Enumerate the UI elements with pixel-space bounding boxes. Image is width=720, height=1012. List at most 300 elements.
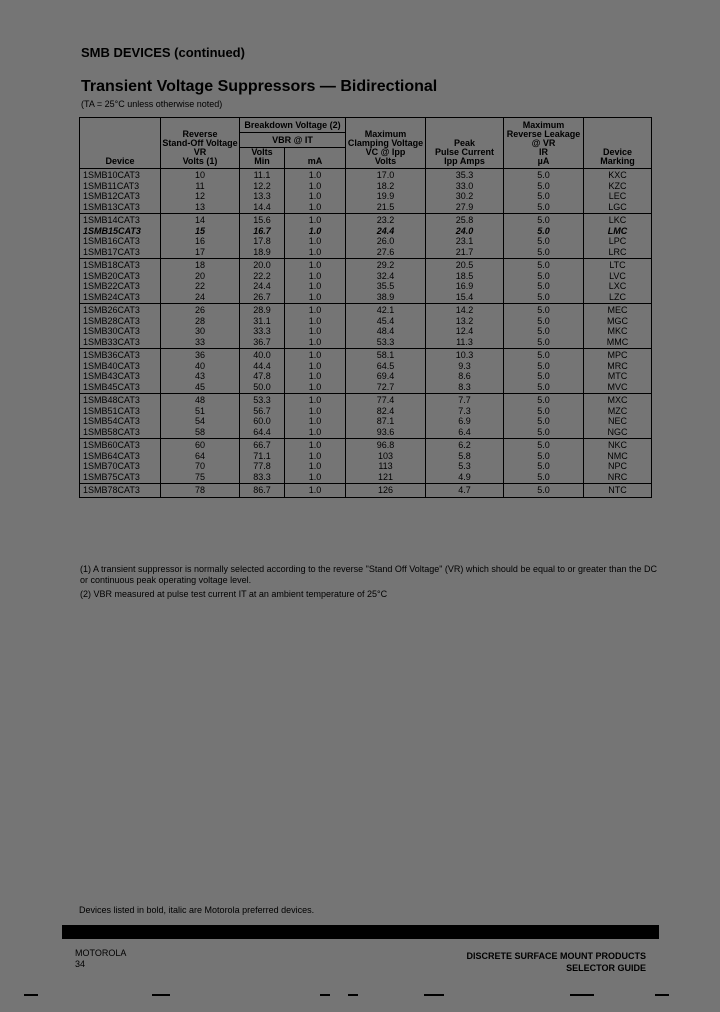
table-value: 20 — [194, 270, 205, 281]
table-value: 64.5 — [376, 360, 395, 371]
device-cell — [80, 484, 161, 498]
table-value: 5.0 — [537, 426, 550, 437]
table-value: 1SMB14CAT3 — [83, 215, 140, 225]
table-value: 1SMB33CAT3 — [83, 336, 140, 347]
leakage-cell — [504, 304, 584, 349]
table-value: 72.7 — [376, 381, 395, 392]
clamping-voltage-cell — [346, 259, 426, 304]
table-value: 27.6 — [376, 246, 395, 257]
table-value: 1SMB40CAT3 — [83, 360, 140, 371]
table-value: MTC — [607, 371, 628, 381]
scan-edge-mark — [24, 994, 38, 996]
table-value: 1SMB15CAT3 — [83, 225, 141, 236]
table-value: MZC — [607, 405, 628, 416]
table-value: 35.3 — [455, 170, 474, 180]
table-value: MXC — [607, 395, 628, 405]
table-value: MRC — [607, 360, 628, 371]
table-value: 87.1 — [376, 416, 395, 426]
table-value: 13.2 — [455, 315, 474, 326]
table-value: 53.3 — [376, 336, 395, 347]
table-value: 1.0 — [308, 350, 322, 360]
table-value: 96.8 — [376, 440, 395, 450]
table-value: 21.7 — [455, 246, 474, 257]
table-value: 56.7 — [253, 405, 271, 416]
table-value: 1SMB12CAT3 — [83, 191, 140, 201]
table-value: 103 — [378, 450, 394, 461]
table-value: 24.4 — [253, 281, 271, 291]
page-number: 34 — [75, 959, 86, 969]
table-value: MVC — [607, 381, 628, 392]
table-value: 1.0 — [308, 485, 322, 495]
table-value: 1SMB54CAT3 — [83, 416, 140, 426]
table-value: 1.0 — [308, 180, 322, 191]
table-value: 12.2 — [253, 180, 271, 191]
table-value: 18.5 — [455, 270, 474, 281]
table-value: 14.4 — [253, 201, 271, 212]
table-value: 1SMB22CAT3 — [83, 281, 140, 291]
it-ma-header: mA — [285, 148, 346, 169]
table-value: 1SMB20CAT3 — [83, 270, 140, 281]
table-value: 8.6 — [458, 371, 471, 381]
table-value: 5.8 — [458, 450, 471, 461]
table-value: LVC — [609, 270, 626, 281]
table-value: 1SMB75CAT3 — [83, 471, 140, 482]
table-row-group — [80, 214, 652, 259]
breakdown-min-cell — [240, 484, 285, 498]
table-value: LGC — [608, 201, 627, 212]
table-value: 1.0 — [308, 461, 322, 471]
clamping-voltage-cell — [346, 439, 426, 484]
table-value: 33.0 — [455, 180, 474, 191]
table-value: 16.7 — [253, 225, 271, 236]
table-value: 1SMB78CAT3 — [83, 485, 140, 495]
device-cell — [80, 304, 161, 349]
marking-cell — [584, 349, 652, 394]
table-value: 4.9 — [458, 471, 471, 482]
clamping-voltage-header: Maximum Clamping Voltage VC @ Ipp Volts — [346, 118, 426, 169]
table-value: 5.0 — [537, 326, 550, 336]
table-value: 30 — [194, 326, 205, 336]
table-value: 14 — [194, 215, 205, 225]
table-value: 36 — [194, 350, 205, 360]
table-value: 1.0 — [308, 201, 322, 212]
table-row-group — [80, 304, 652, 349]
table-value: 1.0 — [308, 270, 322, 281]
table-value: 1.0 — [308, 291, 322, 302]
leakage-cell — [504, 214, 584, 259]
peak-current-cell — [426, 394, 504, 439]
footnote-2: (2) VBR measured at pulse test current IT at an ambient temperature of 25°C — [80, 589, 388, 599]
table-value: 24 — [194, 291, 205, 302]
table-value: 5.0 — [537, 225, 550, 236]
table-value: 1.0 — [308, 450, 322, 461]
table-value: 1.0 — [308, 440, 322, 450]
table-value: 1SMB13CAT3 — [83, 201, 140, 212]
table-value: 28 — [194, 315, 205, 326]
table-value: MMC — [606, 336, 629, 347]
scan-edge-mark — [424, 994, 444, 996]
table-value: 1SMB70CAT3 — [83, 461, 140, 471]
vbr-min-header: Volts Min — [240, 148, 285, 169]
table-value: 1.0 — [308, 281, 322, 291]
table-value: LKC — [608, 215, 627, 225]
device-marking-header: Device Marking — [584, 118, 652, 169]
table-value: 6.2 — [458, 440, 471, 450]
table-value: LZC — [609, 291, 627, 302]
scan-edge-mark — [320, 994, 330, 996]
table-value: 45.4 — [376, 315, 395, 326]
table-value: 26.0 — [376, 236, 395, 246]
test-current-cell — [285, 439, 346, 484]
table-value: 5.0 — [537, 485, 550, 495]
table-value: 60.0 — [253, 416, 271, 426]
test-current-cell — [285, 349, 346, 394]
table-value: 1.0 — [308, 246, 322, 257]
scan-edge-mark — [348, 994, 358, 996]
table-value: 77.8 — [253, 461, 271, 471]
table-value: 5.0 — [537, 215, 550, 225]
breakdown-voltage-header: Breakdown Voltage (2) — [240, 118, 346, 133]
table-value: 1SMB16CAT3 — [83, 236, 140, 246]
table-value: 82.4 — [376, 405, 395, 416]
table-row-group — [80, 169, 652, 214]
table-value: 1.0 — [308, 426, 322, 437]
device-column-header: Device — [80, 118, 161, 169]
table-value: 21.5 — [376, 201, 395, 212]
table-value: 48 — [194, 395, 205, 405]
table-value: 1.0 — [308, 326, 322, 336]
breakdown-min-cell — [240, 259, 285, 304]
table-value: 1SMB11CAT3 — [83, 180, 140, 191]
table-value: MKC — [607, 326, 628, 336]
table-value: 1.0 — [308, 305, 322, 315]
table-value: 77.4 — [376, 395, 395, 405]
marking-cell — [584, 439, 652, 484]
device-cell — [80, 214, 161, 259]
table-value: 1SMB24CAT3 — [83, 291, 140, 302]
table-value: 1SMB18CAT3 — [83, 260, 140, 270]
table-value: 7.3 — [458, 405, 471, 416]
leakage-cell — [504, 259, 584, 304]
table-value: 18 — [194, 260, 205, 270]
table-value: 93.6 — [376, 426, 395, 437]
table-value: 5.0 — [537, 170, 550, 180]
standoff-voltage-cell — [161, 304, 240, 349]
table-value: 48.4 — [376, 326, 395, 336]
peak-current-cell — [426, 439, 504, 484]
table-value: 1.0 — [308, 416, 322, 426]
table-value: 5.0 — [537, 440, 550, 450]
table-value: 25.8 — [455, 215, 474, 225]
marking-cell — [584, 394, 652, 439]
table-value: 5.0 — [537, 405, 550, 416]
table-value: KXC — [608, 170, 627, 180]
test-current-cell — [285, 304, 346, 349]
peak-current-cell — [426, 214, 504, 259]
table-value: 29.2 — [376, 260, 395, 270]
breakdown-min-cell — [240, 304, 285, 349]
leakage-cell — [504, 169, 584, 214]
table-value: 1.0 — [308, 260, 322, 270]
vbr-at-it-header: VBR @ IT — [240, 133, 346, 148]
table-value: 75 — [194, 471, 205, 482]
table-value: 58.1 — [376, 350, 395, 360]
table-value: 24.0 — [455, 225, 474, 236]
table-value: 44.4 — [253, 360, 271, 371]
table-value: 4.7 — [458, 485, 471, 495]
table-value: 5.0 — [537, 246, 550, 257]
table-value: 26.7 — [253, 291, 271, 302]
peak-current-cell — [426, 349, 504, 394]
test-current-cell — [285, 394, 346, 439]
table-value: 42.1 — [376, 305, 395, 315]
table-value: 23.1 — [455, 236, 474, 246]
table-value: 6.9 — [458, 416, 471, 426]
table-value: 1SMB36CAT3 — [83, 350, 140, 360]
table-value: 6.4 — [458, 426, 471, 437]
table-value: LTC — [609, 260, 626, 270]
table-value: 35.5 — [376, 281, 395, 291]
table-value: 17.8 — [253, 236, 271, 246]
table-value: 5.0 — [537, 305, 550, 315]
table-value: 15.4 — [455, 291, 474, 302]
table-value: 15.6 — [253, 215, 271, 225]
table-value: 1.0 — [308, 336, 322, 347]
leakage-cell — [504, 484, 584, 498]
table-value: LMC — [607, 225, 628, 236]
table-value: 5.0 — [537, 291, 550, 302]
table-value: 1.0 — [308, 471, 322, 482]
table-value: 1.0 — [308, 236, 322, 246]
table-row-group — [80, 484, 652, 498]
table-value: 5.0 — [537, 371, 550, 381]
clamping-voltage-cell — [346, 169, 426, 214]
table-value: 17.0 — [376, 170, 395, 180]
marking-cell — [584, 214, 652, 259]
table-value: 1SMB64CAT3 — [83, 450, 140, 461]
table-value: 66.7 — [253, 440, 271, 450]
peak-current-cell — [426, 484, 504, 498]
standoff-voltage-cell — [161, 169, 240, 214]
scan-edge-mark — [655, 994, 669, 996]
table-value: 5.3 — [458, 461, 471, 471]
table-row-group — [80, 439, 652, 484]
table-value: 14.2 — [455, 305, 474, 315]
test-current-cell — [285, 169, 346, 214]
table-value: 1SMB51CAT3 — [83, 405, 140, 416]
test-current-cell — [285, 214, 346, 259]
table-value: 12.4 — [455, 326, 474, 336]
footnote-1: (1) A transient suppressor is normally selected according to the reverse "Stand Off Voltage" (VR) which should be equal to or greater than the DC or continuous peak operating voltage level. — [80, 564, 658, 585]
table-value: NMC — [607, 450, 628, 461]
peak-current-cell — [426, 304, 504, 349]
table-value: 40 — [194, 360, 205, 371]
table-value: 24.4 — [376, 225, 395, 236]
table-value: 47.8 — [253, 371, 271, 381]
standoff-voltage-cell — [161, 484, 240, 498]
footer-brand: MOTOROLA — [75, 948, 127, 958]
table-value: 11.3 — [456, 336, 473, 347]
table-value: 5.0 — [537, 336, 550, 347]
table-row-group — [80, 349, 652, 394]
table-value: 5.0 — [537, 315, 550, 326]
table-value: 78 — [194, 485, 205, 495]
table-value: 36.7 — [253, 336, 271, 347]
table-value: 18.2 — [376, 180, 395, 191]
table-value: 1SMB45CAT3 — [83, 381, 140, 392]
leakage-cell — [504, 394, 584, 439]
footer-rule — [62, 925, 659, 939]
marking-cell — [584, 259, 652, 304]
table-value: 5.0 — [537, 281, 550, 291]
table-value: 71.1 — [253, 450, 271, 461]
table-value: 7.7 — [458, 395, 471, 405]
table-value: 69.4 — [376, 371, 395, 381]
table-value: 5.0 — [537, 471, 550, 482]
table-value: 30.2 — [455, 191, 474, 201]
table-value: 1SMB48CAT3 — [83, 395, 140, 405]
section-title: SMB DEVICES (continued) — [81, 45, 245, 60]
preferred-devices-note: Devices listed in bold, italic are Motorola preferred devices. — [79, 905, 315, 915]
scan-edge-mark — [570, 994, 594, 996]
table-value: 45 — [194, 381, 205, 392]
table-value: 1SMB28CAT3 — [83, 315, 140, 326]
reverse-leakage-header: Maximum Reverse Leakage @ VR IR µA — [504, 118, 584, 169]
table-value: 5.0 — [537, 395, 550, 405]
table-value: MPC — [607, 350, 628, 360]
table-value: 11.1 — [253, 170, 271, 180]
table-value: 43 — [194, 371, 205, 381]
clamping-voltage-cell — [346, 484, 426, 498]
table-value: 5.0 — [537, 180, 550, 191]
table-value: 51 — [194, 405, 205, 416]
table-value: 5.0 — [537, 416, 550, 426]
table-value: 18.9 — [253, 246, 271, 257]
table-value: 13 — [194, 201, 205, 212]
table-value: 16.9 — [455, 281, 474, 291]
table-value: 27.9 — [455, 201, 474, 212]
table-value: NKC — [608, 440, 628, 450]
breakdown-min-cell — [240, 439, 285, 484]
table-value: 13.3 — [253, 191, 271, 201]
table-row-group — [80, 259, 652, 304]
breakdown-min-cell — [240, 169, 285, 214]
table-value: 28.9 — [253, 305, 271, 315]
table-value: 126 — [378, 485, 394, 495]
breakdown-min-cell — [240, 349, 285, 394]
table-value: 10 — [194, 170, 205, 180]
table-value: 86.7 — [253, 485, 271, 495]
table-value: 1SMB17CAT3 — [83, 246, 140, 257]
table-value: 1.0 — [308, 170, 322, 180]
clamping-voltage-cell — [346, 304, 426, 349]
table-value: 9.3 — [458, 360, 471, 371]
table-value: 5.0 — [537, 461, 550, 471]
table-value: 83.3 — [253, 471, 271, 482]
device-cell — [80, 169, 161, 214]
leakage-cell — [504, 439, 584, 484]
clamping-voltage-cell — [346, 394, 426, 439]
test-current-cell — [285, 484, 346, 498]
table-value: LRC — [608, 246, 627, 257]
table-value: 33 — [194, 336, 205, 347]
standoff-voltage-cell — [161, 394, 240, 439]
table-value: 17 — [194, 246, 205, 257]
breakdown-min-cell — [240, 214, 285, 259]
table-value: 5.0 — [537, 260, 550, 270]
table-value: 20.0 — [253, 260, 271, 270]
table-value: MGC — [607, 315, 629, 326]
table-value: 38.9 — [376, 291, 395, 302]
table-value: LEC — [608, 191, 627, 201]
peak-pulse-current-header: Peak Pulse Current Ipp Amps — [426, 118, 504, 169]
tvs-bidirectional-table — [79, 117, 652, 498]
table-value: MEC — [607, 305, 628, 315]
clamping-voltage-cell — [346, 214, 426, 259]
table-value: 1SMB30CAT3 — [83, 326, 140, 336]
table-value: 22.2 — [253, 270, 271, 281]
table-value: 58 — [194, 426, 205, 437]
table-value: 1.0 — [308, 225, 322, 236]
table-value: NRC — [607, 471, 628, 482]
table-value: NTC — [608, 485, 627, 495]
device-cell — [80, 259, 161, 304]
table-value: 121 — [378, 471, 394, 482]
peak-current-cell — [426, 169, 504, 214]
table-value: LXC — [608, 281, 627, 291]
table-value: 5.0 — [537, 360, 550, 371]
table-value: 1SMB43CAT3 — [83, 371, 140, 381]
table-value: 1.0 — [308, 360, 322, 371]
device-cell — [80, 439, 161, 484]
breakdown-min-cell — [240, 394, 285, 439]
table-value: 12 — [194, 191, 205, 201]
table-value: 5.0 — [537, 236, 550, 246]
table-value: 1SMB60CAT3 — [83, 440, 140, 450]
clamping-voltage-cell — [346, 349, 426, 394]
table-value: 5.0 — [537, 350, 550, 360]
table-value: 31.1 — [253, 315, 271, 326]
table-value: 50.0 — [253, 381, 271, 392]
standoff-voltage-cell — [161, 439, 240, 484]
table-value: 22 — [194, 281, 205, 291]
table-value: 1SMB58CAT3 — [83, 426, 140, 437]
table-value: 5.0 — [537, 450, 550, 461]
table-value: 1SMB26CAT3 — [83, 305, 140, 315]
marking-cell — [584, 304, 652, 349]
standoff-voltage-header: Reverse Stand-Off Voltage VR Volts (1) — [161, 118, 240, 169]
test-current-cell — [285, 259, 346, 304]
table-value: 70 — [194, 461, 205, 471]
device-cell — [80, 394, 161, 439]
peak-current-cell — [426, 259, 504, 304]
page-title: Transient Voltage Suppressors — Bidirectional — [81, 78, 438, 95]
standoff-voltage-cell — [161, 259, 240, 304]
table-value: 60 — [194, 440, 205, 450]
leakage-cell — [504, 349, 584, 394]
table-value: 1.0 — [308, 381, 322, 392]
table-value: 15 — [194, 225, 205, 236]
table-value: 33.3 — [253, 326, 271, 336]
table-value: 10.3 — [455, 350, 474, 360]
table-value: 1.0 — [308, 315, 322, 326]
table-value: 40.0 — [253, 350, 271, 360]
table-value: NEC — [608, 416, 628, 426]
table-value: 53.3 — [253, 395, 271, 405]
table-value: LPC — [608, 236, 627, 246]
table-value: 16 — [194, 236, 205, 246]
table-value: KZC — [608, 180, 627, 191]
